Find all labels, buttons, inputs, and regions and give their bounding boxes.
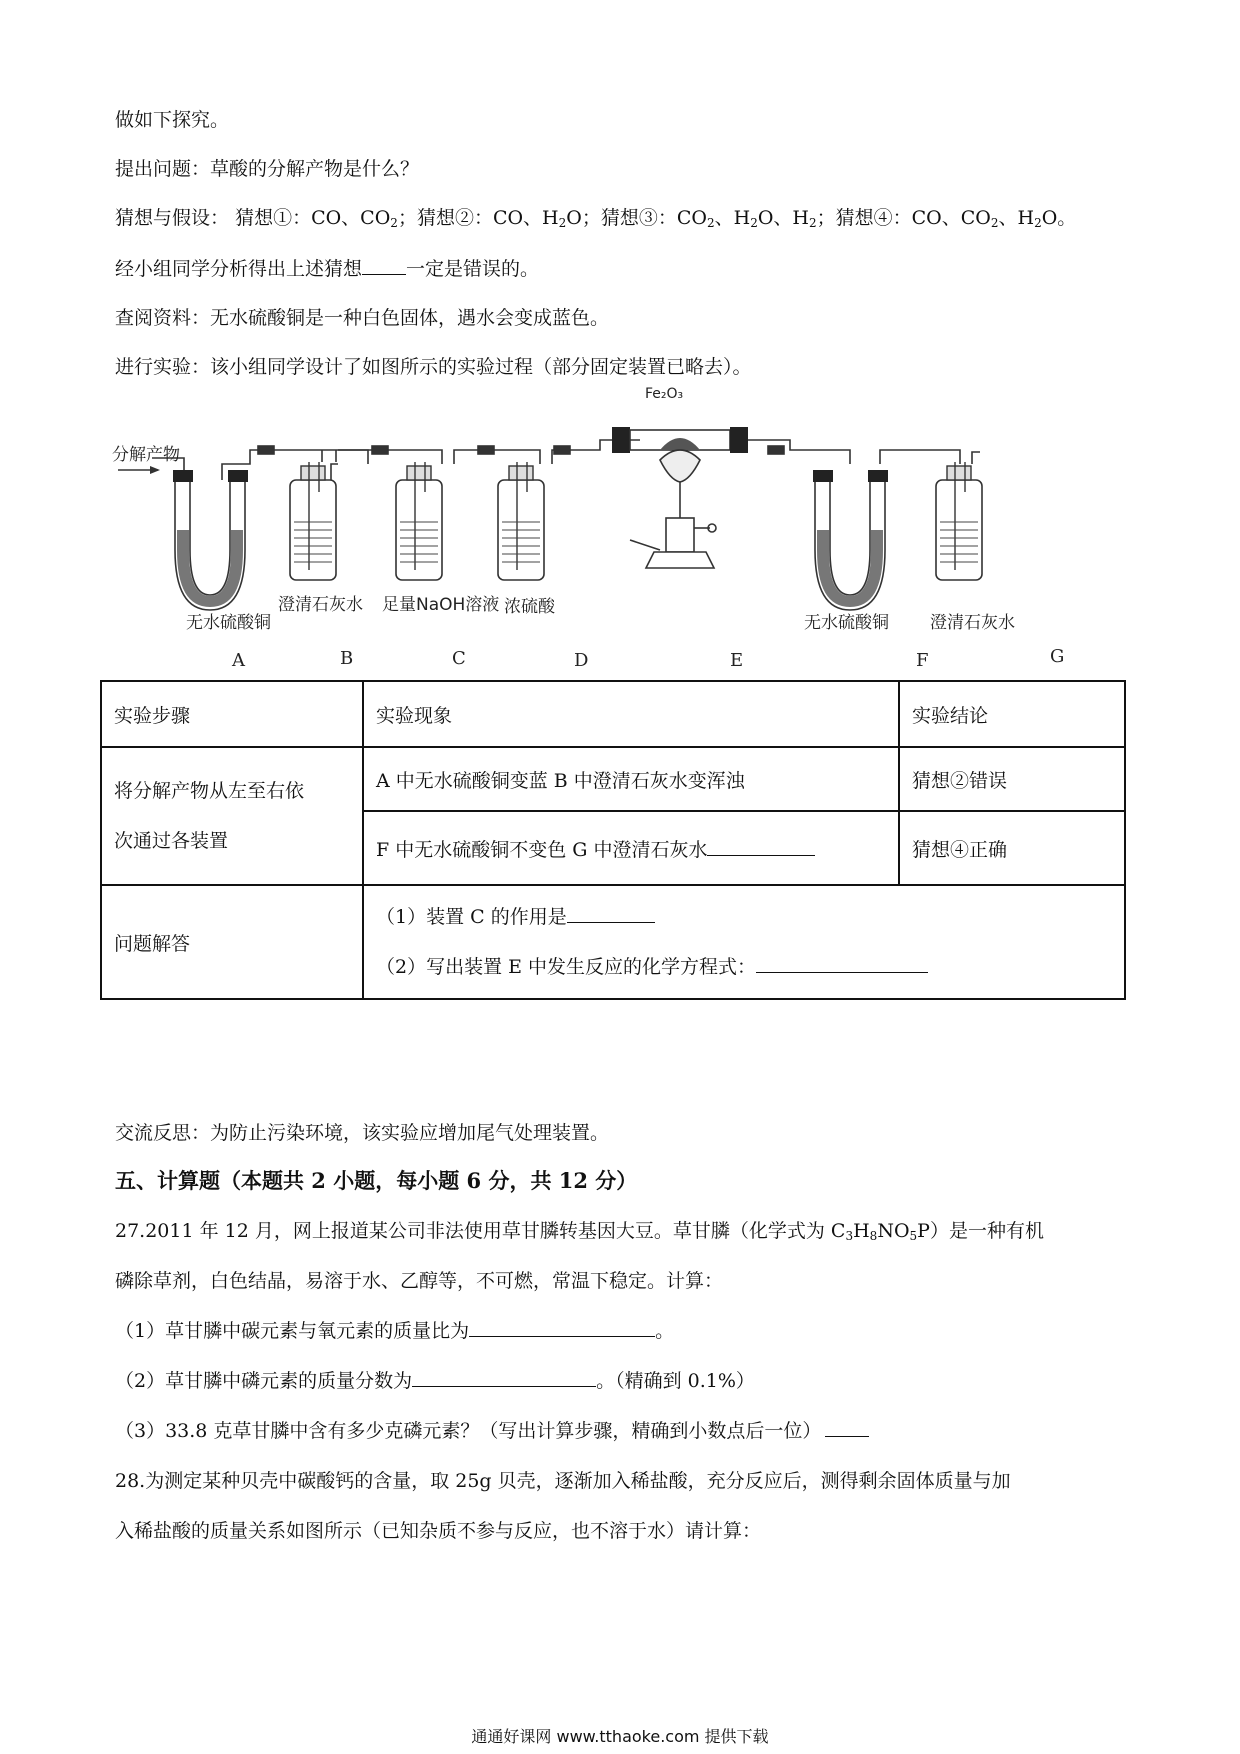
qa-label-cell: 问题解答 [101, 885, 363, 999]
experiment-intro-line: 进行实验：该小组同学设计了如图所示的实验过程（部分固定装置已略去）。 [115, 356, 752, 378]
answer-blank[interactable] [825, 1418, 869, 1437]
header-step: 实验步骤 [101, 681, 363, 747]
q28-line2: 入稀盐酸的质量关系如图所示（已知杂质不参与反应，也不溶于水）请计算： [115, 1520, 762, 1542]
label-d: 浓硫酸 [504, 597, 555, 617]
letter-a: A [232, 650, 245, 671]
letter-f: F [916, 650, 929, 671]
answer-blank[interactable] [707, 837, 815, 856]
q27-line2: 磷除草剂，白色结晶，易溶于水、乙醇等，不可燃，常温下稳定。计算： [115, 1270, 724, 1292]
phenomenon-cell-1: A 中无水硫酸铜变蓝 B 中澄清石灰水变浑浊 [363, 747, 899, 811]
burner-e [630, 450, 716, 568]
header-conclusion: 实验结论 [899, 681, 1125, 747]
u-tube-a [173, 470, 248, 610]
experiment-table [100, 680, 1126, 1000]
header-phenomenon: 实验现象 [363, 681, 899, 747]
pipe-bc [338, 450, 442, 464]
answer-blank[interactable] [362, 256, 406, 275]
label-b: 澄清石灰水 [278, 595, 363, 615]
inlet-label: 分解产物 [112, 445, 180, 465]
phenomenon-cell-2: F 中无水硫酸铜不变色 G 中澄清石灰水 [363, 811, 899, 885]
gas-bottle-d [498, 462, 544, 580]
section-title: 五、计算题（本题共 2 小题，每小题 6 分，共 12 分） [115, 1168, 638, 1193]
letter-d: D [574, 650, 589, 671]
table-row [101, 885, 1125, 999]
conclusion-cell-2: 猜想④正确 [899, 811, 1125, 885]
table-header-row [101, 681, 1125, 747]
intro-line: 做如下探究。 [115, 109, 230, 131]
hypothesis-line: 猜想与假设： 猜想①：CO、$CO_2$；猜想②：CO、$H_2O$；猜想③：$CO_2$、$H_2O$、$H_2$；猜想④：CO、$CO_2$、$H_2O$。 [115, 207, 1077, 230]
gas-bottle-b [290, 462, 336, 580]
answer-blank[interactable] [412, 1368, 596, 1387]
gas-bottle-c [396, 462, 442, 580]
question-line: 提出问题：草酸的分解产物是什么？ [115, 158, 420, 180]
q27-part1: （1）草甘膦中碳元素与氧元素的质量比为 。 [115, 1320, 675, 1342]
letter-g: G [1050, 646, 1065, 667]
clamp [258, 446, 274, 454]
answer-blank[interactable] [469, 1318, 655, 1337]
letter-c: C [452, 648, 466, 669]
q27-line1: 27.2011 年 12 月，网上报道某公司非法使用草甘膦转基因大豆。草甘膦（化学式为 $C_3H_8NO_5P$）是一种有机 [115, 1220, 1044, 1243]
gas-bottle-g [936, 462, 982, 580]
answer-blank[interactable] [756, 954, 928, 973]
apparatus-diagram [100, 386, 1140, 671]
reference-line: 查阅资料：无水硫酸铜是一种白色固体，遇水会变成蓝色。 [115, 307, 610, 329]
analysis-line: 经小组同学分析得出上述猜想 一定是错误的。 [115, 258, 540, 280]
pipe-fg [880, 450, 960, 464]
label-a: 无水硫酸铜 [186, 613, 271, 633]
pipe-ef [736, 440, 850, 464]
label-f: 无水硫酸铜 [804, 613, 889, 633]
reflection-line: 交流反思：为防止污染环境，该实验应增加尾气处理装置。 [115, 1122, 610, 1144]
q28-line1: 28.为测定某种贝壳中碳酸钙的含量，取 25g 贝壳，逐渐加入稀盐酸，充分反应后，测得剩余固体质量与加 [115, 1470, 1011, 1492]
q27-part3: （3）33.8 克草甘膦中含有多少克磷元素？（写出计算步骤，精确到小数点后一位） [115, 1418, 869, 1444]
letter-b: B [340, 648, 354, 669]
label-g: 澄清石灰水 [930, 613, 1015, 633]
conclusion-cell-1: 猜想②错误 [899, 747, 1125, 811]
combustion-tube-e [612, 386, 748, 453]
answer-blank[interactable] [567, 904, 655, 923]
label-c: 足量NaOH溶液 [382, 595, 500, 615]
u-tube-f [813, 470, 888, 610]
pipe-cd [454, 450, 540, 464]
footer-watermark: 通通好课网 www.tthaoke.com 提供下载 [471, 1727, 769, 1746]
fe2o3-label: Fe₂O₃ [645, 386, 684, 402]
q27-part2: （2）草甘膦中磷元素的质量分数为 。（精确到 0.1%） [115, 1370, 755, 1392]
letter-e: E [730, 650, 744, 671]
step-cell: 将分解产物从左至右依 次通过各装置 [101, 747, 363, 885]
table-row [101, 747, 1125, 811]
qa-cell: （1）装置 C 的作用是 （2）写出装置 E 中发生反应的化学方程式： [363, 885, 1125, 999]
